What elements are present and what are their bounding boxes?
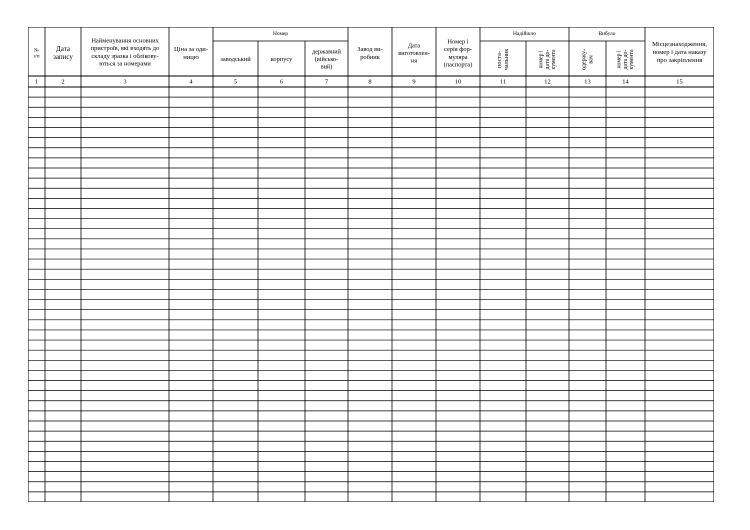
header-c3-line: Найменування основних <box>91 37 159 45</box>
header-c4-line: Ціна за оди- <box>173 46 209 54</box>
header-c12-line: номер і <box>538 50 545 69</box>
header-c14-line: номер і <box>616 50 623 69</box>
column-number: 2 <box>61 78 65 86</box>
header-c12-line: кумента <box>551 49 558 70</box>
column-number: 10 <box>454 78 462 86</box>
header-c9-line: ня <box>410 57 418 65</box>
column-number: 1 <box>34 78 39 86</box>
column-number: 15 <box>676 78 683 86</box>
column-number: 3 <box>123 78 127 86</box>
column-number: 7 <box>324 78 329 86</box>
header-c10-line: (паспорта) <box>443 61 473 69</box>
header-c9-line: виготовлен- <box>398 49 430 57</box>
header-c5-line: заводський <box>220 55 251 63</box>
column-number: 14 <box>622 78 629 86</box>
header-c8-line: робник <box>360 53 380 61</box>
column-number-row <box>35 78 683 85</box>
column-number: 8 <box>368 78 372 86</box>
group-header-vybulo: Вибуло <box>598 31 616 38</box>
column-number: 12 <box>544 78 551 86</box>
column-number: 13 <box>584 78 591 86</box>
header-c10-line: Номер і <box>447 38 469 46</box>
asset-register-table <box>28 27 714 502</box>
column-number: 4 <box>189 78 193 86</box>
column-number: 11 <box>499 78 507 86</box>
header-c11-line: поста- <box>495 51 503 68</box>
header-c9-line: Дата <box>407 42 421 50</box>
header-c3-line: пристроїв, які входять до <box>90 45 160 53</box>
header-c14-line: кумента <box>629 49 636 70</box>
header-c3-line: ються за номерами <box>99 60 151 68</box>
header-c7-line: державний <box>312 48 341 56</box>
header-c7-line: (військо- <box>314 55 339 63</box>
header-c13-line: вач <box>587 55 595 64</box>
header-c15-line: про закріплення <box>656 57 703 65</box>
header-c12-line: дата до- <box>544 49 551 70</box>
header-c14-line: дата до- <box>622 49 629 70</box>
column-number: 9 <box>412 78 416 86</box>
column-number: 5 <box>233 78 238 86</box>
header-c13-line: одержу- <box>580 48 588 71</box>
header-c10-line: муляра <box>448 53 468 61</box>
header-c2-line: Дата <box>56 45 70 54</box>
header-c1-line: з/п <box>33 54 40 60</box>
header-c2-line: запису <box>53 53 73 62</box>
header-c6-line: корпусу <box>270 55 293 63</box>
header-c11-line: чальник <box>502 48 510 71</box>
header-c15-line: номер і дата наказу <box>652 49 707 57</box>
column-number: 6 <box>279 78 284 86</box>
header-c8-line: Завод ви- <box>357 45 383 53</box>
header-c7-line: вий) <box>320 63 333 71</box>
header-c3-line: складу зразка і облікову- <box>91 52 159 60</box>
header-c1-line: № <box>34 48 39 54</box>
header-c10-line: серія фор- <box>444 46 472 54</box>
group-header-nomer: Номер <box>273 31 288 38</box>
header-c15-line: Місцезнаходження, <box>652 41 707 49</box>
header-c4-line: ницю <box>183 54 199 62</box>
group-header-nadiyshlo: Надійшло <box>513 31 536 38</box>
table-grid <box>28 27 714 502</box>
